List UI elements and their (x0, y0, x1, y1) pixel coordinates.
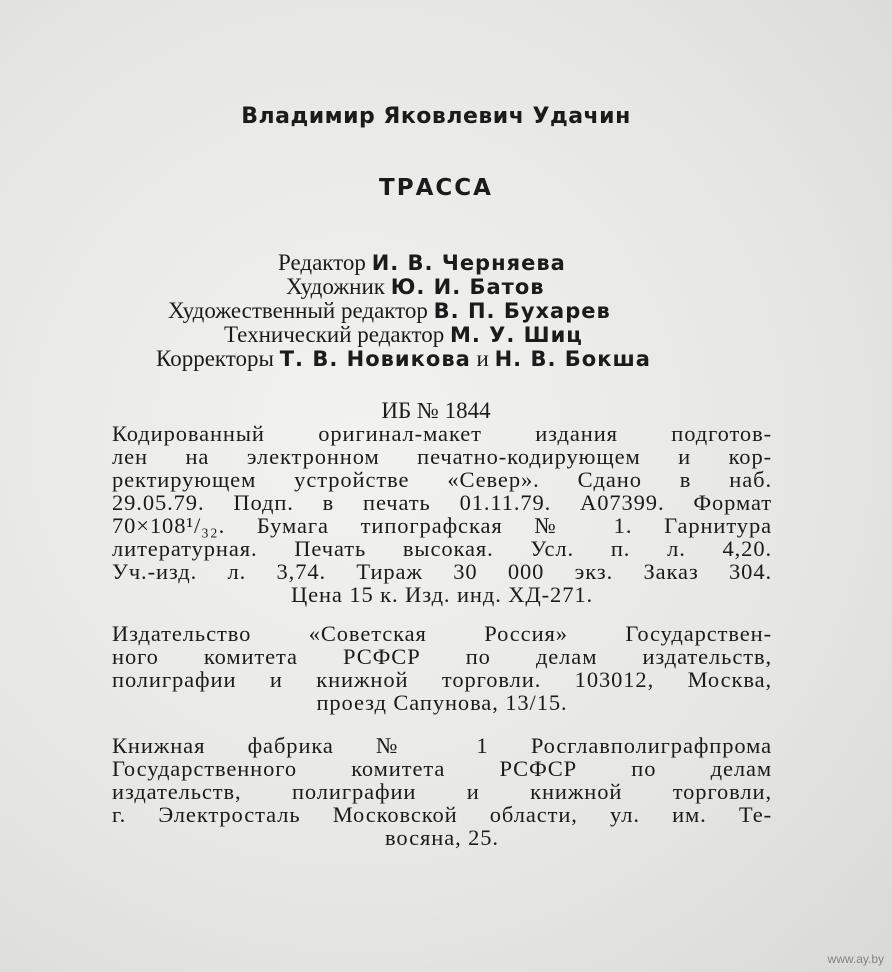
printer-info (112, 734, 772, 849)
book-title: ТРАССА (379, 175, 493, 201)
credit-editor (278, 250, 566, 276)
credit-person: М. У. Шиц (449, 323, 583, 347)
credit-person-2: Н. В. Бокша (494, 347, 651, 371)
credit-conjunction: и (476, 346, 489, 371)
credit-tech-editor (224, 322, 583, 348)
imprint-details (112, 422, 772, 606)
imprint-line: 70×108¹/₃₂. Бумага типографская № 1. Гарнитура (112, 513, 772, 538)
imprint-line: ректирующем устройстве «Север». Сдано в наб. (112, 467, 772, 492)
credit-proofreaders (156, 346, 651, 372)
publisher-line: полиграфии и книжной торговли. 103012, Москва, (112, 667, 772, 692)
credit-role: Художественный редактор (168, 298, 428, 323)
printer-line: Государственного комитета РСФСР по делам (112, 756, 772, 781)
credit-person: Ю. И. Батов (390, 275, 545, 299)
imprint-line: литературная. Печать высокая. Усл. п. л. 4,20. (112, 536, 772, 561)
watermark: www.ay.by (827, 952, 884, 966)
credit-role: Технический редактор (224, 322, 445, 347)
credit-artist (286, 274, 545, 300)
imprint-line: Уч.-изд. л. 3,74. Тираж 30 000 экз. Заказ 304. (112, 559, 772, 584)
credit-art-editor (168, 298, 611, 324)
printer-line: издательств, полиграфии и книжной торговли, (112, 779, 772, 804)
imprint-line: Кодированный оригинал-макет издания подготов- (112, 421, 772, 446)
credit-person: Т. В. Новикова (279, 347, 471, 371)
imprint-line: Цена 15 к. Изд. инд. ХД-271. (290, 582, 594, 607)
author-name: Владимир Яковлевич Удачин (241, 104, 631, 129)
credit-person: В. П. Бухарев (433, 299, 611, 323)
printer-line: г. Электросталь Московской области, ул. им. Те- (112, 802, 772, 827)
imprint-line: лен на электронном печатно-кодирующем и кор- (112, 444, 772, 469)
publisher-line: проезд Сапунова, 13/15. (316, 690, 568, 715)
printer-line: восяна, 25. (385, 825, 499, 850)
publisher-info (112, 622, 772, 714)
ib-number: ИБ № 1844 (381, 398, 491, 423)
credit-role: Художник (286, 274, 385, 299)
publisher-line: ного комитета РСФСР по делам издательств, (112, 644, 772, 669)
credit-role: Корректоры (156, 346, 274, 371)
publisher-line: Издательство «Советская Россия» Государствен- (112, 621, 772, 646)
credit-role: Редактор (278, 250, 366, 275)
printer-line: Книжная фабрика № 1 Росглавполиграфпрома (112, 733, 772, 758)
credit-person: И. В. Черняева (371, 251, 566, 275)
imprint-line: 29.05.79. Подп. в печать 01.11.79. А07399. Формат (112, 490, 772, 515)
